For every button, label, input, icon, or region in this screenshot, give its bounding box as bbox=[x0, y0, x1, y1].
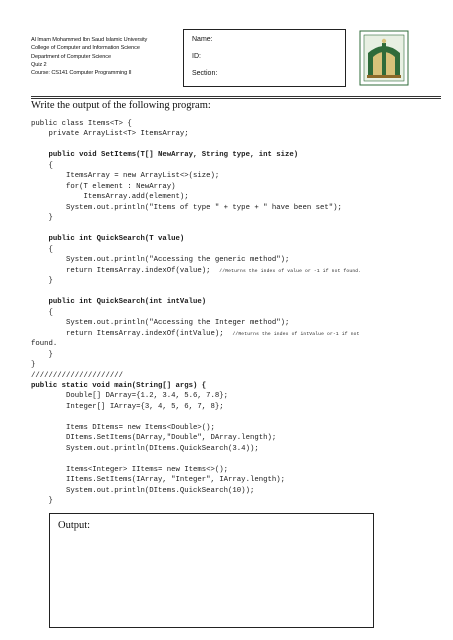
college-name: College of Computer and Information Science bbox=[31, 45, 140, 52]
code-line: System.out.println("Accessing the Integer method"); bbox=[31, 319, 290, 328]
code-line: } bbox=[31, 350, 53, 359]
code-line: IItems.SetItems(IArray, "Integer", IArray.length); bbox=[31, 476, 285, 485]
student-info-box bbox=[183, 29, 346, 87]
code-line: ///////////////////// bbox=[31, 371, 123, 380]
code-line: } bbox=[31, 497, 53, 506]
code-line: System.out.println("Items of type " + type + " have been set"); bbox=[31, 203, 342, 212]
code-line: public class Items<T> { bbox=[31, 120, 132, 128]
code-line: } bbox=[31, 277, 53, 286]
quiz-title: Quiz 2 bbox=[31, 61, 47, 68]
code-line: Integer[] IArray={3, 4, 5, 6, 7, 8}; bbox=[31, 402, 224, 411]
code-line: ItemsArray.add(element); bbox=[31, 193, 189, 202]
code-line: } bbox=[31, 361, 36, 370]
university-logo-icon bbox=[358, 29, 410, 87]
code-line: System.out.println(DItems.QuickSearch(3.4)); bbox=[31, 444, 259, 453]
output-answer-box[interactable] bbox=[49, 513, 374, 628]
code-line: { bbox=[31, 161, 53, 170]
code-comment: //Returns the index of intValue or-1 if not bbox=[232, 331, 360, 337]
code-line: System.out.println("Accessing the generic method"); bbox=[31, 256, 290, 265]
code-line: { bbox=[31, 308, 53, 317]
department-name: Department of Computer Science bbox=[31, 53, 112, 60]
code-line: public void SetItems(T[] NewArray, String type, int size) bbox=[31, 151, 299, 160]
code-line: public int QuickSearch(int intValue) bbox=[31, 298, 207, 307]
university-name: Al Imam Mohammed Ibn Saud Islamic University bbox=[31, 37, 148, 43]
institution-header bbox=[31, 36, 191, 77]
code-line: private ArrayList<T> ItemsArray; bbox=[31, 130, 189, 139]
code-line: ItemsArray = new ArrayList<>(size); bbox=[31, 172, 220, 181]
output-label: Output: bbox=[58, 520, 91, 531]
code-line: for(T element : NewArray) bbox=[31, 182, 176, 191]
code-line: } bbox=[31, 214, 53, 223]
header-divider-second bbox=[31, 98, 441, 99]
code-line: { bbox=[31, 245, 53, 254]
header-divider bbox=[31, 96, 441, 97]
question-text: Write the output of the following program: bbox=[31, 100, 211, 111]
code-line: found. bbox=[31, 340, 58, 349]
course-name: Course: CS141 Computer Programming II bbox=[31, 70, 132, 77]
code-line: return ItemsArray.indexOf(intValue); //Returns the index of intValue or-1 if not bbox=[31, 329, 360, 338]
id-field-label: ID: bbox=[192, 53, 201, 60]
code-line: return ItemsArray.indexOf(value); //Returns the index of value or -1 if not found. bbox=[31, 266, 362, 275]
code-line: System.out.println(DItems.QuickSearch(10)); bbox=[31, 486, 255, 495]
code-line: Double[] DArray={1.2, 3.4, 5.6, 7.8}; bbox=[31, 392, 229, 401]
code-comment: //Returns the index of value or -1 if not found. bbox=[219, 268, 362, 274]
code-line: Items DItems= new Items<Double>(); bbox=[31, 423, 215, 432]
section-field-label: Section: bbox=[192, 70, 218, 77]
code-line: public int QuickSearch(T value) bbox=[31, 235, 185, 244]
code-listing bbox=[31, 120, 451, 508]
code-line: DItems.SetItems(DArray,"Double", DArray.length); bbox=[31, 434, 277, 443]
code-line: Items<Integer> IItems= new Items<>(); bbox=[31, 465, 229, 474]
name-field-label: Name: bbox=[192, 36, 213, 43]
code-line: public static void main(String[] args) { bbox=[31, 382, 207, 390]
